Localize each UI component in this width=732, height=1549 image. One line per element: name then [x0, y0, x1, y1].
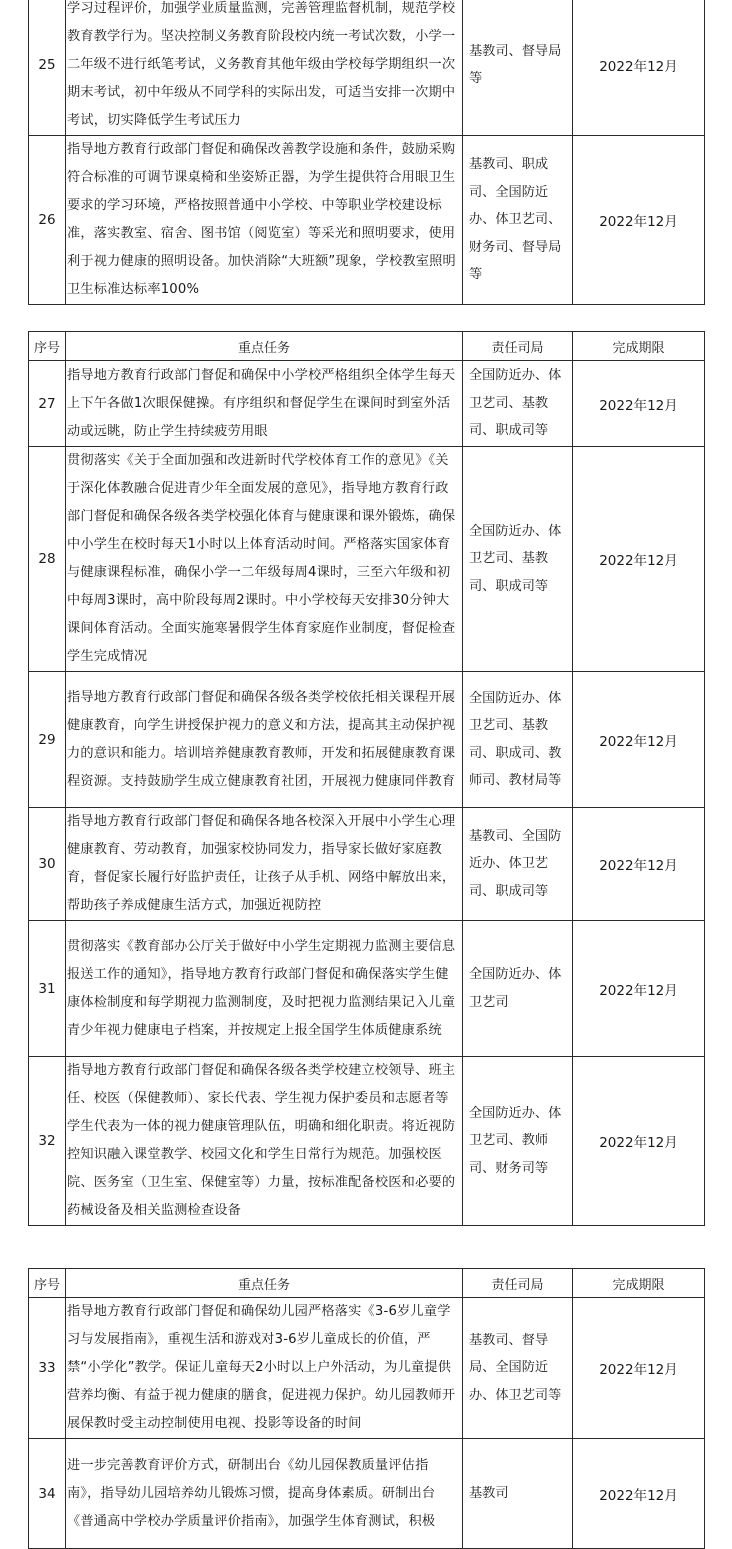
header-date: 完成期限	[573, 332, 705, 361]
table-row	[29, 808, 705, 921]
deadline: 2022年12月	[573, 808, 705, 921]
responsible-dept: 全国防近办、体卫艺司、基教司、职成司等	[463, 361, 573, 447]
task-table-1	[28, 0, 705, 305]
responsible-dept: 基教司、督导局等	[463, 0, 573, 136]
deadline: 2022年12月	[573, 1057, 705, 1226]
responsible-dept: 全国防近办、体卫艺司、教师司、财务司等	[463, 1057, 573, 1226]
row-number: 33	[29, 1298, 66, 1439]
task-text: 指导地方教育行政部门督促和确保改善教学设施和条件，鼓励采购符合标准的可调节课桌椅和坐姿矫正器，为学生提供符合用眼卫生要求的学习环境，严格按照普通中小学校、中等职业学校建设标准，落实教室、宿舍、图书馆（阅览室）等采光和照明要求，使用利于视力健康的照明设备。加快消除“大班额”现象，学校教室照明卫生标准达标率100%	[66, 136, 463, 305]
header-date: 完成期限	[573, 1269, 705, 1298]
responsible-dept: 基教司、职成司、全国防近办、体卫艺司、财务司、督导局等	[463, 136, 573, 305]
row-number: 34	[29, 1439, 66, 1549]
task-text: 指导地方教育行政部门督促和确保各级各类学校建立校领导、班主任、校医（保健教师）、家长代表、学生视力保护委员和志愿者等学生代表为一体的视力健康管理队伍，明确和细化职责。将近视防控知识融入课堂教学、校园文化和学生日常行为规范。加强校医院、医务室（卫生室、保健室等）力量，按标准配备校医和必要的药械设备及相关监测检查设备	[66, 1057, 463, 1226]
deadline: 2022年12月	[573, 447, 705, 672]
row-number: 27	[29, 361, 66, 447]
deadline: 2022年12月	[573, 361, 705, 447]
responsible-dept: 全国防近办、体卫艺司	[463, 921, 573, 1057]
table-header-row	[29, 1269, 705, 1298]
header-resp: 责任司局	[463, 332, 573, 361]
header-task: 重点任务	[66, 332, 463, 361]
table-row	[29, 921, 705, 1057]
task-text: 指导地方教育行政部门督促和确保各级各类学校依托相关课程开展健康教育，向学生讲授保护视力的意义和方法，提高其主动保护视力的意识和能力。培训培养健康教育教师，开发和拓展健康教育课程资源。支持鼓励学生成立健康教育社团，开展视力健康同伴教育	[66, 672, 463, 808]
header-no: 序号	[29, 332, 66, 361]
task-text: 进一步完善教育评价方式，研制出台《幼儿园保教质量评估指南》，指导幼儿园培养幼儿锻炼习惯，提高身体素质。研制出台《普通高中学校办学质量评价指南》，加强学生体育测试，积极	[66, 1439, 463, 1549]
header-no: 序号	[29, 1269, 66, 1298]
responsible-dept: 基教司、全国防近办、体卫艺司、职成司等	[463, 808, 573, 921]
deadline: 2022年12月	[573, 136, 705, 305]
row-number: 30	[29, 808, 66, 921]
header-task: 重点任务	[66, 1269, 463, 1298]
responsible-dept: 全国防近办、体卫艺司、基教司、职成司、教师司、教材局等	[463, 672, 573, 808]
deadline: 2022年12月	[573, 1298, 705, 1439]
table-row	[29, 0, 705, 136]
table-row	[29, 361, 705, 447]
task-text: 指导地方教育行政部门督促和确保中小学校严格组织全体学生每天上下午各做1次眼保健操。有序组织和督促学生在课间时到室外活动或远眺，防止学生持续疲劳用眼	[66, 361, 463, 447]
responsible-dept: 基教司、督导局、全国防近办、体卫艺司等	[463, 1298, 573, 1439]
task-table-2	[28, 331, 705, 1226]
table-row	[29, 1298, 705, 1439]
task-text: 指导地方教育行政部门督促和确保幼儿园严格落实《3-6岁儿童学习与发展指南》，重视生活和游戏对3-6岁儿童成长的价值，严禁“小学化”教学。保证儿童每天2小时以上户外活动，为儿童提供营养均衡、有益于视力健康的膳食，促进视力保护。幼儿园教师开展保教时受主动控制使用电视、投影等设备的时间	[66, 1298, 463, 1439]
table-row	[29, 672, 705, 808]
deadline: 2022年12月	[573, 921, 705, 1057]
row-number: 29	[29, 672, 66, 808]
header-resp: 责任司局	[463, 1269, 573, 1298]
table-row	[29, 1439, 705, 1549]
row-number: 32	[29, 1057, 66, 1226]
responsible-dept: 基教司	[463, 1439, 573, 1549]
table-row	[29, 447, 705, 672]
task-table-3	[28, 1268, 705, 1549]
task-text: 学习过程评价，加强学业质量监测，完善管理监督机制，规范学校教育教学行为。坚决控制义务教育阶段校内统一考试次数，小学一二年级不进行纸笔考试，义务教育其他年级由学校每学期组织一次期末考试，初中年级从不同学科的实际出发，可适当安排一次期中考试，切实降低学生考试压力	[66, 0, 463, 136]
deadline: 2022年12月	[573, 0, 705, 136]
row-number: 25	[29, 0, 66, 136]
deadline: 2022年12月	[573, 672, 705, 808]
table-row	[29, 136, 705, 305]
task-text: 指导地方教育行政部门督促和确保各地各校深入开展中小学生心理健康教育、劳动教育，加强家校协同发力，指导家长做好家庭教育，督促家长履行好监护责任，让孩子从手机、网络中解放出来，帮助孩子养成健康生活方式，加强近视防控	[66, 808, 463, 921]
row-number: 28	[29, 447, 66, 672]
row-number: 31	[29, 921, 66, 1057]
task-text: 贯彻落实《教育部办公厅关于做好中小学生定期视力监测主要信息报送工作的通知》，指导地方教育行政部门督促和确保落实学生健康体检制度和每学期视力监测制度，及时把视力监测结果记入儿童青少年视力健康电子档案，并按规定上报全国学生体质健康系统	[66, 921, 463, 1057]
table-row	[29, 1057, 705, 1226]
task-text: 贯彻落实《关于全面加强和改进新时代学校体育工作的意见》《关于深化体教融合促进青少年全面发展的意见》，指导地方教育行政部门督促和确保各级各类学校强化体育与健康课和课外锻炼，确保中小学生在校时每天1小时以上体育活动时间。严格落实国家体育与健康课程标准，确保小学一二年级每周4课时，三至六年级和初中每周3课时，高中阶段每周2课时。中小学校每天安排30分钟大课间体育活动。全面实施寒暑假学生体育家庭作业制度，督促检查学生完成情况	[66, 447, 463, 672]
deadline: 2022年12月	[573, 1439, 705, 1549]
row-number: 26	[29, 136, 66, 305]
responsible-dept: 全国防近办、体卫艺司、基教司、职成司等	[463, 447, 573, 672]
table-header-row	[29, 332, 705, 361]
